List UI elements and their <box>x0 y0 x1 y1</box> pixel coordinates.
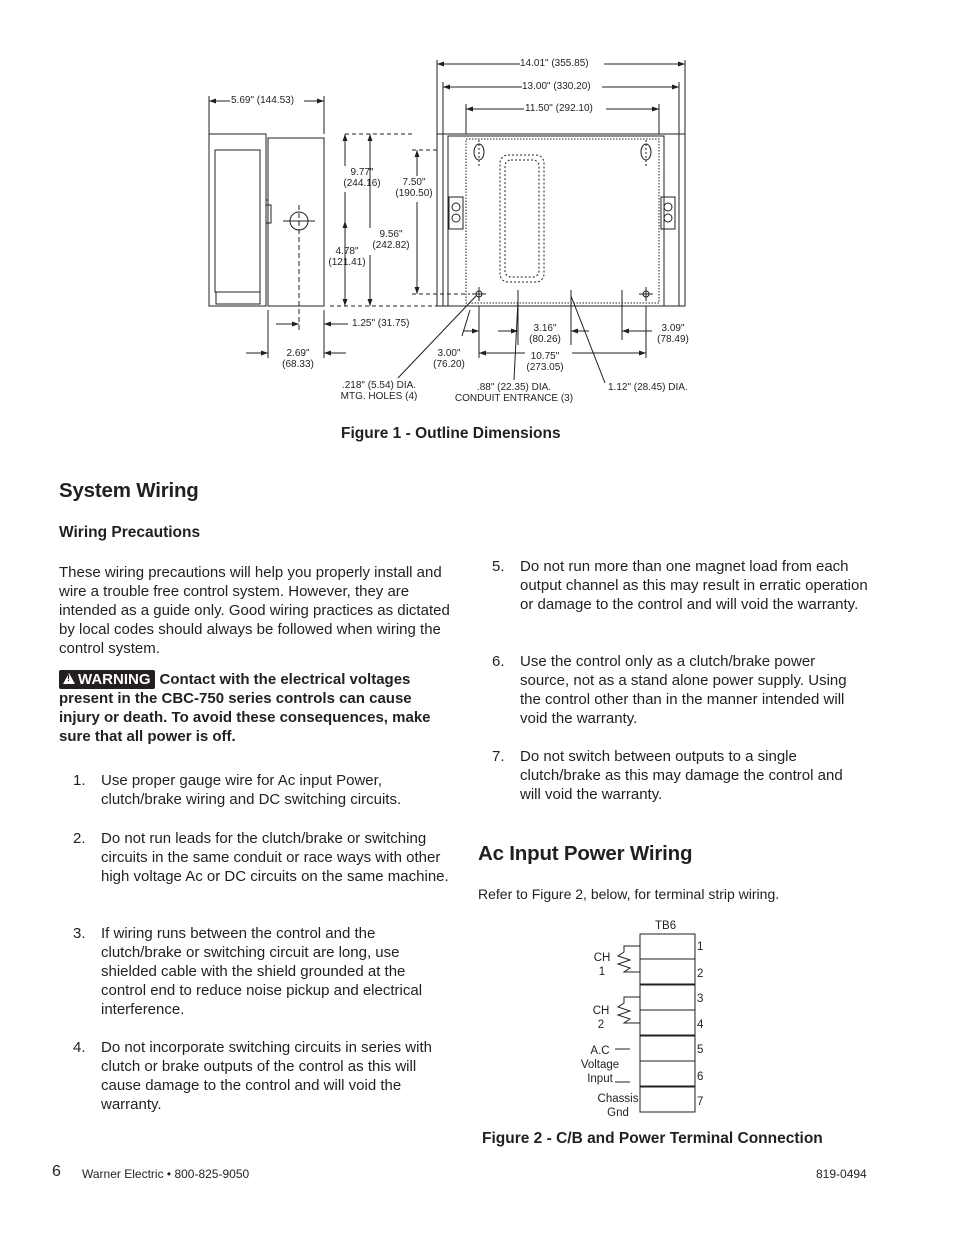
terminal-number: 5 <box>697 1044 704 1056</box>
dim-4-78: 4.78" (121.41) <box>328 246 366 268</box>
outline-dimensions-drawing <box>0 0 954 420</box>
footer-doc-number: 819-0494 <box>816 1167 867 1181</box>
footer-company: Warner Electric • 800-825-9050 <box>82 1167 250 1181</box>
terminal-number: 3 <box>697 993 704 1005</box>
terminal-number: 1 <box>697 941 704 953</box>
warning-text: Contact with the electrical voltages present in the CBC-750 series controls can cause injury or death. To avoid these consequences, make sure that all power is off. <box>59 671 431 745</box>
terminal-number: 4 <box>697 1019 704 1031</box>
dim-mtg-holes: .218" (5.54) DIA. MTG. HOLES (4) <box>340 380 418 402</box>
warning-block <box>59 670 454 746</box>
tb6-label: TB6 <box>655 920 677 932</box>
system-wiring-heading: System Wiring <box>59 479 199 502</box>
dim-1-25: 1.25" (31.75) <box>352 318 410 329</box>
dim-13-00: 13.00" (330.20) <box>522 81 591 92</box>
warning-triangle-icon: ! <box>63 673 75 684</box>
dim-3-09: 3.09" (78.49) <box>657 323 689 345</box>
wiring-precautions-heading: Wiring Precautions <box>59 524 201 541</box>
figure-1-caption: Figure 1 - Outline Dimensions <box>341 425 561 442</box>
figure-2-caption: Figure 2 - C/B and Power Terminal Connection <box>482 1130 823 1147</box>
page-number: 6 <box>52 1163 61 1180</box>
terminal-number: 7 <box>697 1096 704 1108</box>
ac-voltage-input-label: A.C Voltage Input <box>580 1045 620 1085</box>
dim-3-00: 3.00" (76.20) <box>433 348 465 370</box>
chassis-gnd-label: Chassis Gnd <box>597 1093 639 1119</box>
dim-1-12: 1.12" (28.45) DIA. <box>608 382 688 393</box>
dim-9-56: 9.56" (242.82) <box>372 229 410 251</box>
dim-5-69: 5.69" (144.53) <box>231 95 295 106</box>
ch2-label: CH 2 <box>592 1005 610 1031</box>
dim-10-75: 10.75" (273.05) <box>526 351 564 373</box>
dim-11-50: 11.50" (292.10) <box>525 103 593 114</box>
ac-input-heading: Ac Input Power Wiring <box>478 842 693 865</box>
dim-7-50: 7.50" (190.50) <box>395 177 433 199</box>
warning-badge: ! WARNING <box>59 670 155 689</box>
dim-conduit-entrance: .88" (22.35) DIA. CONDUIT ENTRANCE (3) <box>454 382 574 404</box>
dim-9-77: 9.77" (244.16) <box>343 167 381 189</box>
ch1-label: CH 1 <box>593 952 611 978</box>
dim-2-69: 2.69" (68.33) <box>282 348 314 370</box>
intro-paragraph: These wiring precautions will help you properly install and wire a trouble free control system. However, they are intended as a guide only. Good wiring practices as dictated by local codes should always be followed when wiring the control system. <box>59 564 450 657</box>
ac-input-text: Refer to Figure 2, below, for terminal strip wiring. <box>478 886 780 902</box>
terminal-number: 2 <box>697 968 704 980</box>
dim-3-16: 3.16" (80.26) <box>529 323 561 345</box>
terminal-number: 6 <box>697 1071 704 1083</box>
dim-14-01: 14.01" (355.85) <box>520 58 589 69</box>
